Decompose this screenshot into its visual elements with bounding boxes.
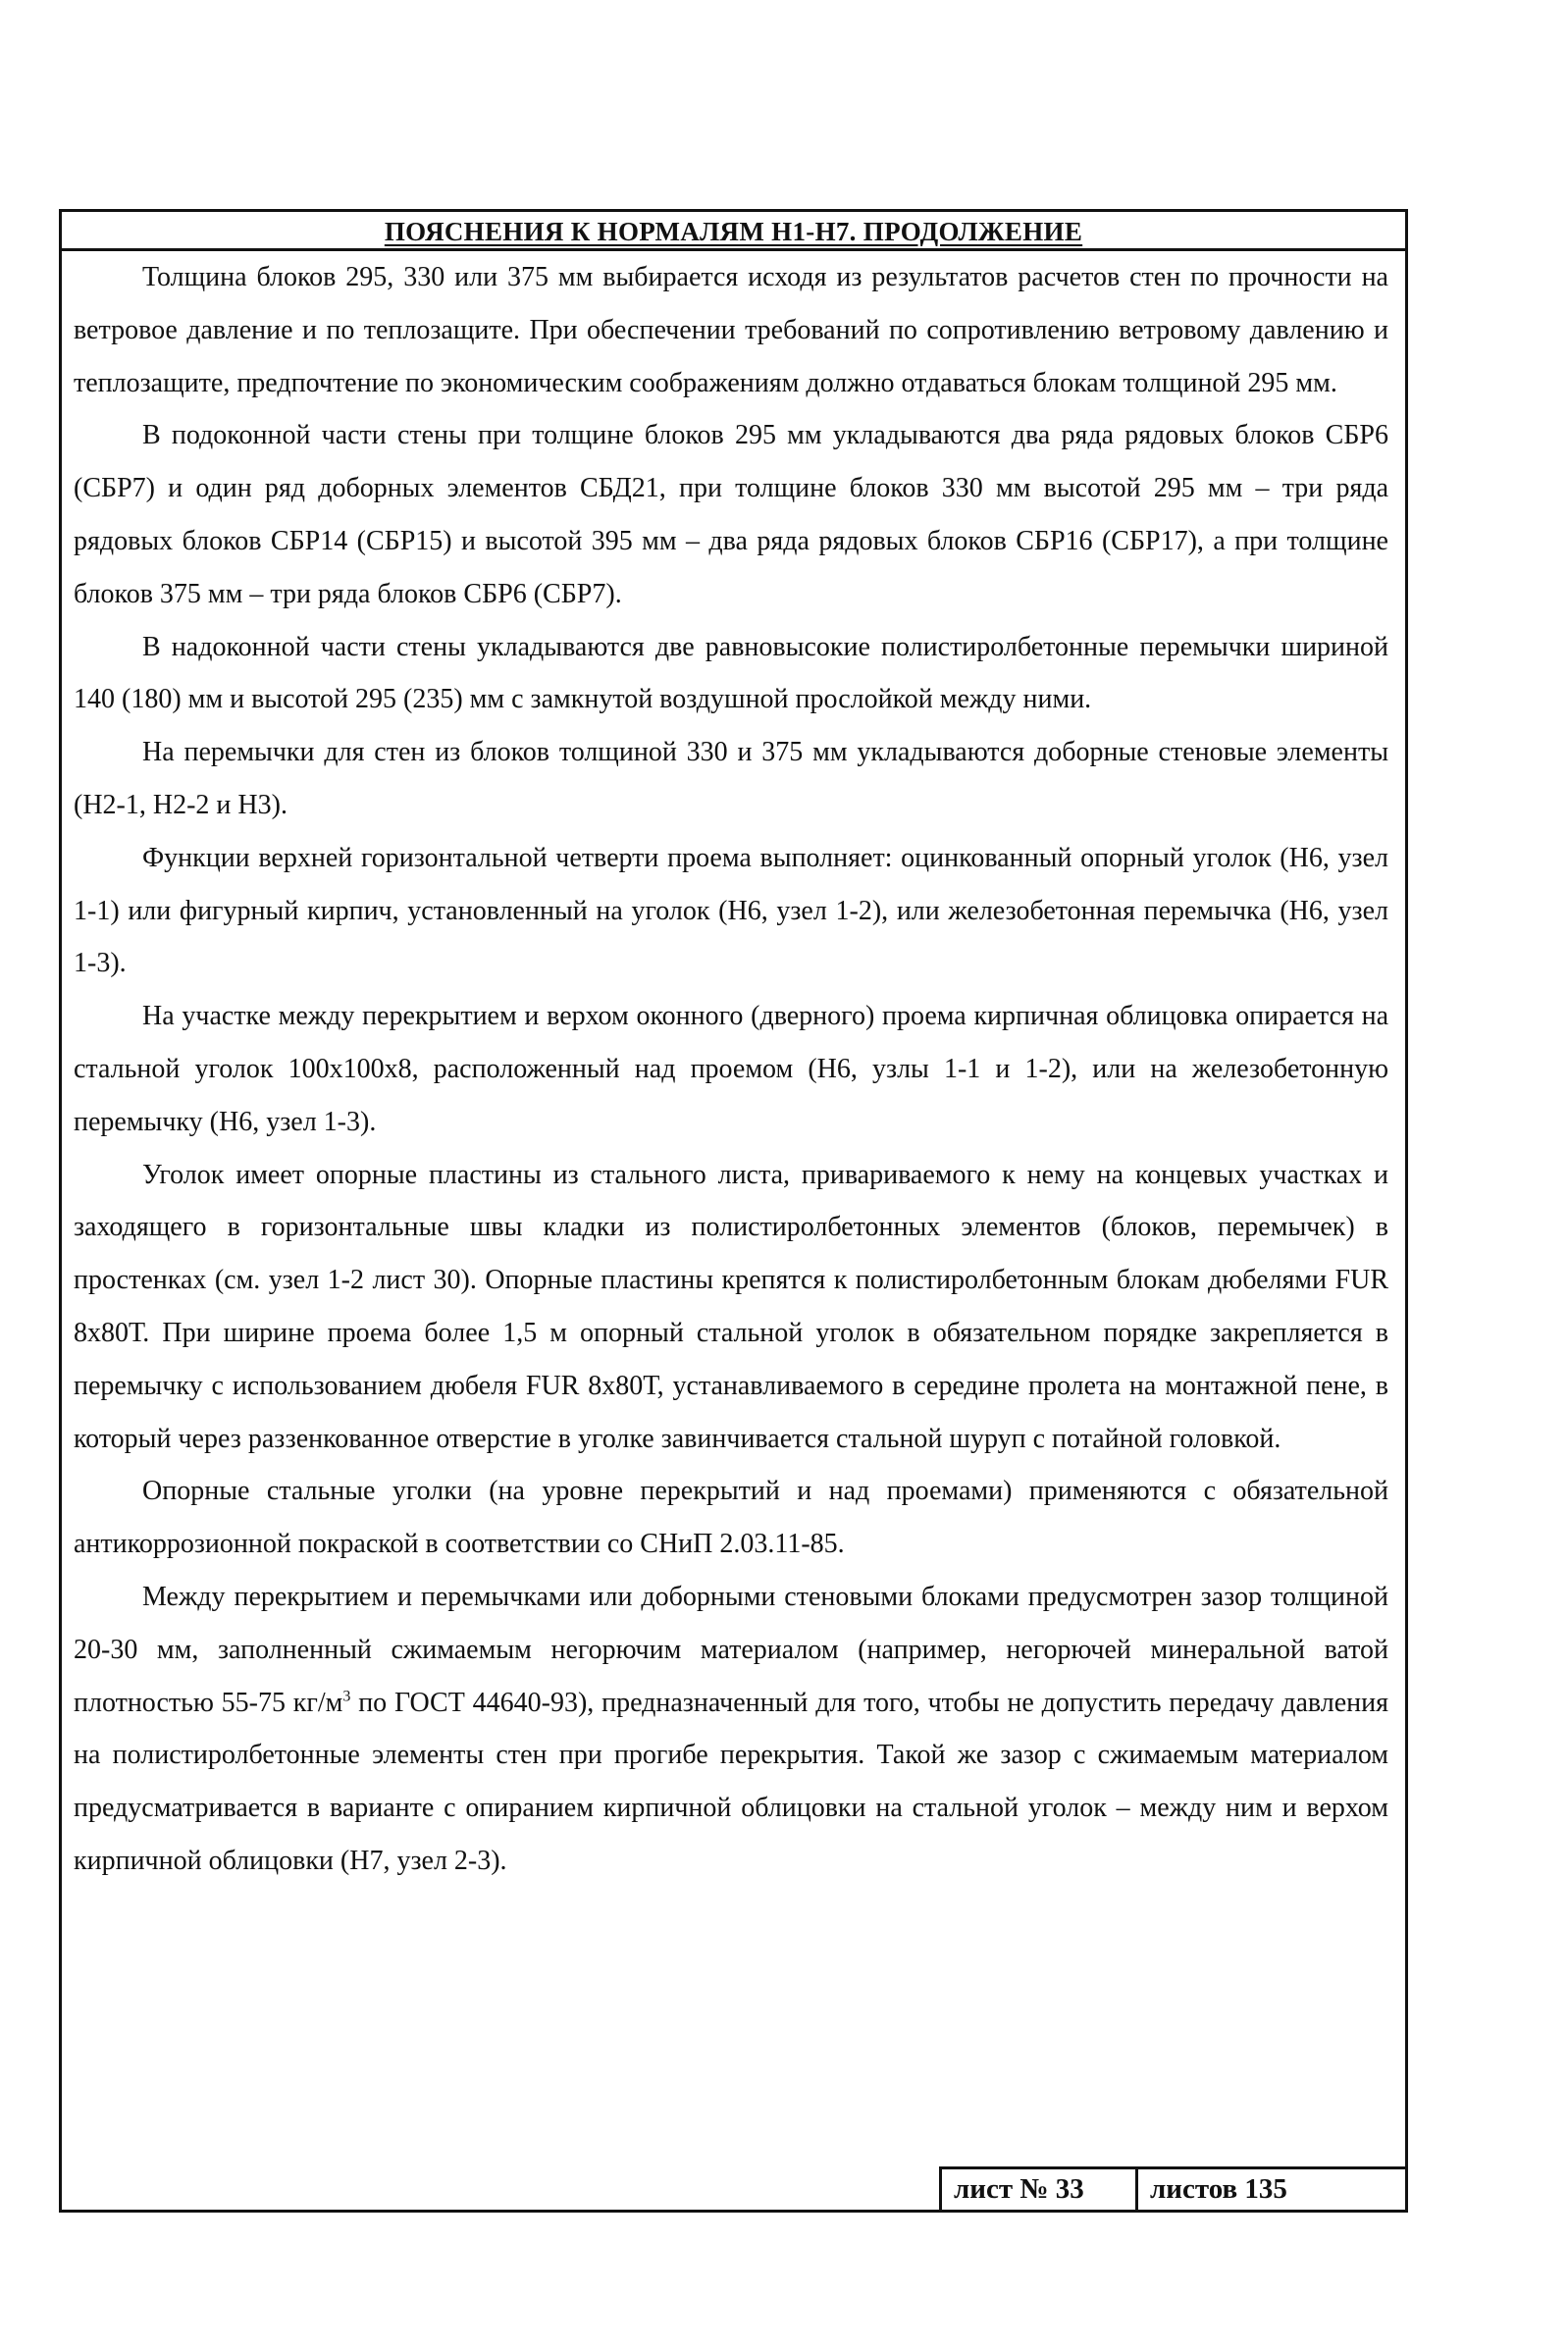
gap-text-start: Между перекрытием и перемычками или доборными стеновыми блоками предусмотрен зазор толщиной 20-30 мм, заполненный сжимаемым негорючим материалом (например, негорючей минеральной ватой плотностью 55-75 кг/м xyxy=(74,1581,1388,1718)
gap-text-superscript: 3 xyxy=(342,1688,351,1705)
sheet-stamp xyxy=(939,2166,1405,2210)
paragraph-upper-quarter: Функции верхней горизонтальной четверти проема выполняет: оцинкованный опорный уголок (Н6, узел 1-1) или фигурный кирпич, установленный на уголок (Н6, узел 1-2), или железобетонная перемычка (Н6, узел 1-3). xyxy=(74,842,1388,979)
sheet-number: лист № 33 xyxy=(942,2169,1138,2210)
paragraph-anticorrosion: Опорные стальные уголки (на уровне перекрытий и над проемами) применяются с обязательной антикоррозионной покраской в соответствии со СНиП 2.03.11-85. xyxy=(74,1476,1388,1560)
paragraph-angle-plates: Уголок имеет опорные пластины из стального листа, привариваемого к нему на концевых участках и заходящего в горизонтальные швы кладки из полистиролбетонных элементов (блоков, перемычек) в простенках (см. узел 1-2 лист 30). Опорные пластины крепятся к полистиролбетонным блокам дюбелями FUR 8х80Т. При ширине проема более 1,5 м опорный стальной уголок в обязательном порядке закрепляется в перемычку с использованием дюбеля FUR 8х80Т, устанавливаемого в середине пролета на монтажной пене, в который через раззенкованное отверстие в уголке завинчивается стальной шуруп с потайной головкой. xyxy=(74,1159,1388,1454)
page-frame xyxy=(59,209,1408,2213)
paragraph-lintel-part: В надоконной части стены укладываются две равновысокие полистиролбетонные перемычки шириной 140 (180) мм и высотой 295 (235) мм с замкнутой воздушной прослойкой между ними. xyxy=(74,631,1388,715)
gap-text-end: по ГОСТ 44640-93), предназначенный для того, чтобы не допустить передачу давления на полистиролбетонные элементы стен при прогибе перекрытия. Такой же зазор с сжимаемым материалом предусматривается в варианте с опиранием кирпичной облицовки на стальной уголок – между ним и верхом кирпичной облицовки (Н7, узел 2-3). xyxy=(74,1687,1388,1876)
paragraph-block-thickness: Толщина блоков 295, 330 или 375 мм выбирается исходя из результатов расчетов стен по прочности на ветровое давление и по теплозащите. При обеспечении требований по сопротивлению ветровому давлению и теплозащите, предпочтение по экономическим соображениям должно отдаваться блокам толщиной 295 мм. xyxy=(74,262,1388,398)
paragraph-gap-filling xyxy=(74,1571,1388,1888)
document-body xyxy=(74,251,1388,1888)
page-header xyxy=(62,212,1405,251)
page-title: ПОЯСНЕНИЯ К НОРМАЛЯМ Н1-Н7. ПРОДОЛЖЕНИЕ xyxy=(384,217,1083,246)
paragraph-additional-elements: На перемычки для стен из блоков толщиной 330 и 375 мм укладываются доборные стеновые элементы (Н2-1, Н2-2 и Н3). xyxy=(74,737,1388,820)
paragraph-brick-facing: На участке между перекрытием и верхом оконного (дверного) проема кирпичная облицовка опирается на стальной уголок 100х100х8, расположенный над проемом (Н6, узлы 1-1 и 1-2), или на железобетонную перемычку (Н6, узел 1-3). xyxy=(74,1001,1388,1137)
sheet-total: листов 135 xyxy=(1150,2173,1287,2205)
paragraph-sill-part: В подоконной части стены при толщине блоков 295 мм укладываются два ряда рядовых блоков СБР6 (СБР7) и один ряд доборных элементов СБД21, при толщине блоков 330 мм высотой 295 мм – три ряда рядовых блоков СБР14 (СБР15) и высотой 395 мм – два ряда рядовых блоков СБР16 (СБР17), а при толщине блоков 375 мм – три ряда блоков СБР6 (СБР7). xyxy=(74,420,1388,609)
